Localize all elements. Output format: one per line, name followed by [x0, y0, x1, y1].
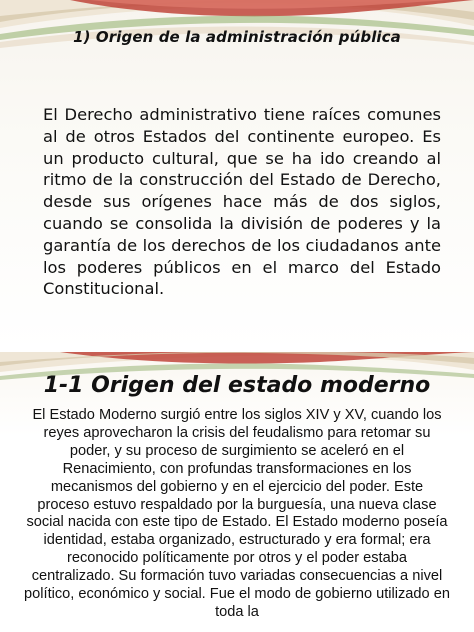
- slide-2-body-text: El Estado Moderno surgió entre los siglos XIV y XV, cuando los reyes aprovecharon la crisis del feudalismo para retomar su poder, y su proceso de surgimiento se aceleró en el Renacimiento, con profundas transformaciones en los mecanismos del gobierno y en el ejercicio del poder. Este proceso estuvo respaldado por la burguesía, una nueva clase social nacida con este tipo de Estado. El Estado moderno poseía identidad, estaba organizado, estructurado y era formal; era reconocido políticamente por otros y el poder estaba centralizado. Su formación tuvo variadas consecuencias a nivel político, económico y social. Fue el modo de gobierno utilizado en toda la: [24, 407, 450, 620]
- slide-1-body-text: El Derecho administrativo tiene raíces comunes al de otros Estados del continente europeo. Es un producto cultural, que se ha ido creando al ritmo de la construcción del Estado de Derecho, desde sus orígenes hace más de dos siglos, cuando se consolida la división de poderes y la garantía de los derechos de los ciudadanos ante los poderes públicos en el marco del Estado Constitucional.: [43, 105, 441, 299]
- slide-2: [0, 352, 474, 632]
- slide-1-title: 1) Origen de la administración pública: [73, 28, 401, 46]
- slide-2-title: 1-1 Origen del estado moderno: [43, 373, 431, 398]
